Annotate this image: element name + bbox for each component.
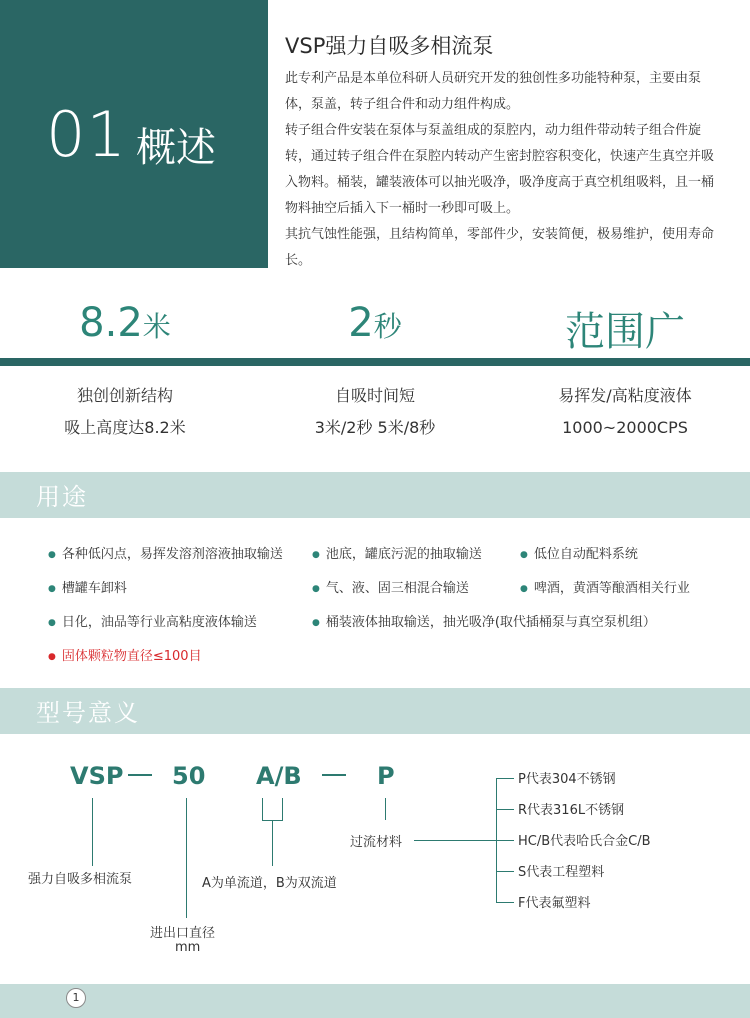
connector-line [414, 840, 496, 841]
label-vsp: 强力自吸多相流泵 [28, 872, 133, 887]
connector-line [496, 902, 514, 903]
section-title: 概述 [136, 125, 216, 171]
intro-paragraph: 转子组合件安装在泵体与泵盖组成的泵腔内，动力组件带动转子组合件旋转，通过转子组合件在泵腔内转动产生密封腔容积变化，快速产生真空并吸入物料。桶装，罐装液体可以抽光吸净，吸净度高于真空机组吸料，且一桶物料抽空后插入下一桶时一秒即可吸上。 [285, 123, 715, 216]
use-item: ● 气、液、固三相混合输送 [312, 577, 469, 596]
material-option: F代表氟塑料 [518, 896, 591, 911]
material-option: P代表304不锈钢 [518, 772, 616, 787]
stat-description: 易挥发/高粘度液体 1000~2000CPS [558, 386, 692, 437]
model-diagram [0, 740, 750, 980]
connector-line [92, 798, 93, 866]
intro-block [285, 30, 720, 274]
use-item: ● 桶装液体抽取输送，抽光吸净(取代插桶泵与真空泵机组） [312, 611, 656, 630]
stat-divider [0, 358, 750, 366]
connector-line [496, 809, 514, 810]
code-dash [322, 774, 346, 776]
material-option: HC/B代表哈氏合金C/B [518, 834, 651, 849]
code-vsp: VSP [70, 762, 124, 790]
use-item-warning: ● 固体颗粒物直径≤100目 [48, 645, 202, 664]
stat-value: 2秒 [348, 300, 402, 346]
use-item: ● 池底，罐底污泥的抽取输送 [312, 543, 482, 562]
connector-line [496, 840, 514, 841]
code-material: P [377, 762, 395, 790]
label-material: 过流材料 [350, 835, 403, 850]
connector-line [282, 798, 283, 820]
stat-value: 8.2米 [79, 300, 171, 346]
use-item: ● 啤酒，黄酒等酿酒相关行业 [520, 577, 690, 596]
product-title: VSP强力自吸多相流泵 [285, 34, 494, 58]
label-size-unit: mm [175, 940, 201, 955]
intro-paragraph: 此专利产品是本单位科研人员研究开发的独创性多功能特种泵，主要由泵体，泵盖，转子组合件和动力组件构成。 [285, 71, 702, 112]
use-item: ● 低位自动配料系统 [520, 543, 638, 562]
connector-line [272, 820, 273, 866]
hero-box [0, 0, 268, 268]
code-channel: A/B [256, 762, 302, 790]
material-option: R代表316L不锈钢 [518, 803, 625, 818]
footer-band [0, 984, 750, 1018]
section-number: 01 [46, 98, 127, 171]
connector-line [385, 798, 386, 820]
connector-line [496, 871, 514, 872]
label-channel: A为单流道，B为双流道 [202, 876, 337, 891]
use-item: ● 各种低闪点，易挥发溶剂溶液抽取输送 [48, 543, 283, 562]
page-number: 1 [66, 988, 86, 1008]
uses-header [0, 472, 750, 518]
material-option: S代表工程塑料 [518, 865, 605, 880]
use-item: ● 槽罐车卸料 [48, 577, 127, 596]
code-size: 50 [172, 762, 206, 790]
connector-line [262, 798, 263, 820]
uses-title: 用途 [36, 483, 88, 511]
model-header [0, 688, 750, 734]
intro-paragraph: 其抗气蚀性能强，且结构简单，零部件少，安装简便，极易维护，使用寿命长。 [285, 227, 715, 268]
stat-description: 独创创新结构 吸上高度达8.2米 [64, 386, 186, 437]
stat-value: 范围广 [565, 309, 685, 355]
label-size: 进出口直径 [150, 926, 216, 941]
use-item: ● 日化，油品等行业高粘度液体输送 [48, 611, 257, 630]
stat-description: 自吸时间短 3米/2秒 5米/8秒 [314, 386, 436, 437]
connector-line [186, 798, 187, 918]
connector-line [496, 778, 514, 779]
model-title: 型号意义 [36, 699, 140, 727]
uses-list [0, 535, 750, 675]
code-dash [128, 774, 152, 776]
